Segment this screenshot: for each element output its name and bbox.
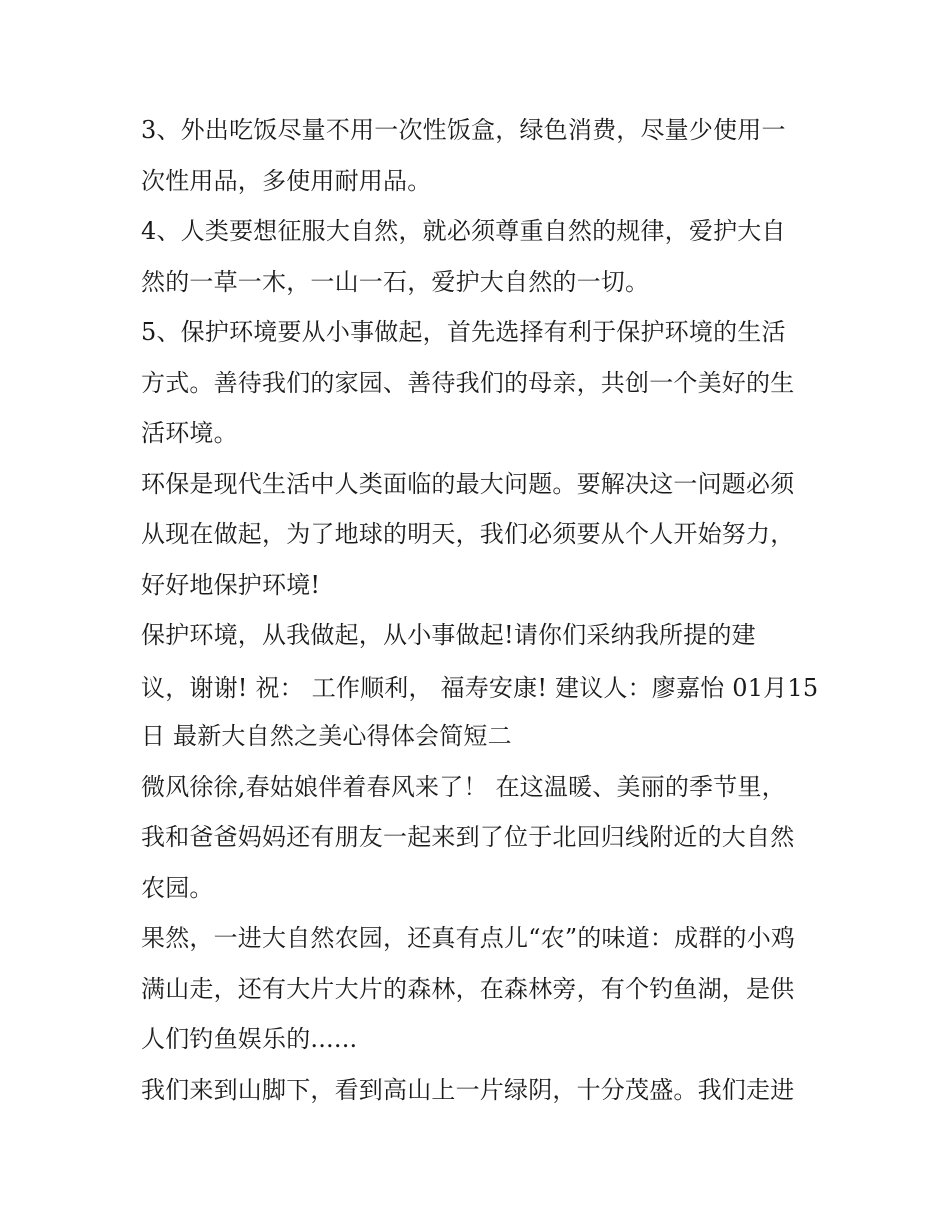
text-line: 3、外出吃饭尽量不用一次性饭盒，绿色消费，尽量少使用一 <box>141 116 786 144</box>
text-line: 环保是现代生活中人类面临的最大问题。要解决这一问题必须 <box>141 470 795 498</box>
text-line: 人们钓鱼娱乐的...... <box>141 1025 358 1053</box>
text-line: 然的一草一木，一山一石，爱护大自然的一切。 <box>141 268 650 296</box>
text-line: 从现在做起，为了地球的明天，我们必须要从个人开始努力， <box>141 520 795 548</box>
text-line: 次性用品，多使用耐用品。 <box>141 167 432 195</box>
text-line: 好好地保护环境! <box>141 571 321 599</box>
text-line: 我和爸爸妈妈还有朋友一起来到了位于北回归线附近的大自然 <box>141 823 795 851</box>
text-line: 议，谢谢! 祝： 工作顺利， 福寿安康! 建议人：廖嘉怡 01月15 <box>141 674 819 702</box>
text-line: 日 最新大自然之美心得体会简短二 <box>141 722 512 750</box>
text-line: 果然，一进大自然农园，还真有点儿“农”的味道：成群的小鸡 <box>141 924 796 952</box>
text-line: 我们来到山脚下，看到高山上一片绿阴，十分茂盛。我们走进 <box>141 1076 795 1104</box>
text-line: 4、人类要想征服大自然，就必须尊重自然的规律，爱护大自 <box>141 217 786 245</box>
text-line: 保护环境，从我做起，从小事做起!请你们采纳我所提的建 <box>141 621 756 649</box>
text-line: 活环境。 <box>141 419 238 447</box>
text-line: 微风徐徐,春姑娘伴着春风来了！ 在这温暖、美丽的季节里， <box>141 773 786 801</box>
text-line: 满山走，还有大片大片的森林，在森林旁，有个钓鱼湖，是供 <box>141 975 795 1003</box>
text-line: 方式。善待我们的家园、善待我们的母亲，共创一个美好的生 <box>141 369 795 397</box>
text-line: 5、保护环境要从小事做起，首先选择有利于保护环境的生活 <box>141 318 786 346</box>
text-line: 农园。 <box>141 874 214 902</box>
